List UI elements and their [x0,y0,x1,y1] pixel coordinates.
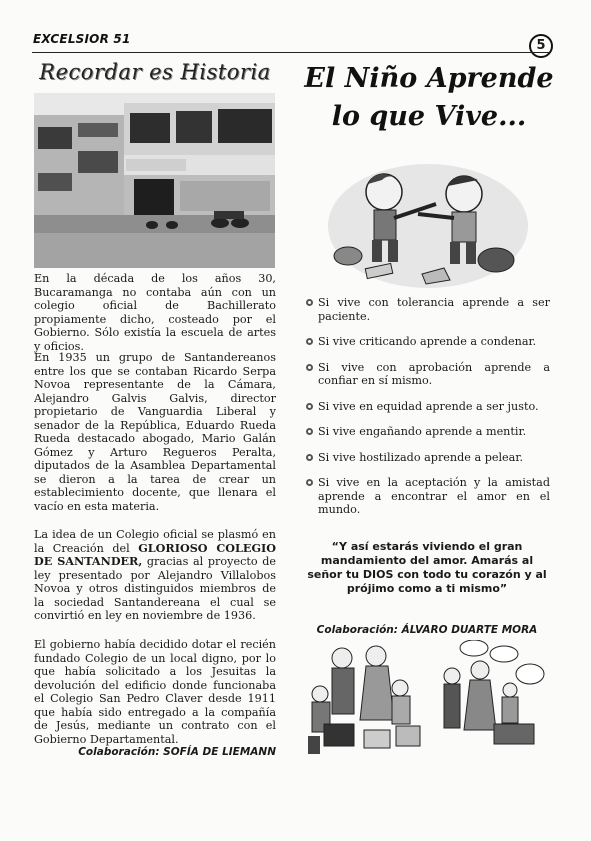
bullet-text: Si vive con aprobación aprende a confiar en sí mismo. [318,360,550,387]
bullet-icon [306,479,313,486]
page-number: 5 [529,34,553,58]
header-rule [32,52,550,53]
bullet-icon [306,299,313,306]
right-title-line-1: El Niño Aprende [304,63,554,94]
bullet-text: Si vive engañando aprende a mentir. [318,425,527,438]
bullet-text: Si vive en la aceptación y la amistad aprende a encontrar el amor en el mundo. [318,476,550,516]
bullet-text: Si vive con tolerancia aprende a ser paciente. [318,296,550,323]
bullet-text: Si vive hostilizado aprende a pelear. [318,450,524,464]
paragraph-1: En la década de los años 30, Bucaramanga no contaba aún con un colegio oficial de Bachillerato propiamente dicho, costeado por el Gobierno. Sólo existía la escuela de artes y oficios. [34,272,276,353]
paragraph-3 [34,528,276,623]
bullet-text: Si vive en equidad aprende a ser justo. [318,399,539,413]
bullet-icon [306,338,313,345]
publication-name: EXCELSIOR 51 [33,32,131,46]
left-credit: Colaboración: SOFÍA DE LIEMANN [78,746,276,758]
bullet-item [304,451,550,465]
bullet-item [304,476,550,517]
bullet-item [304,296,550,323]
bullet-icon [306,454,313,461]
school-name: GLORIOSO COLEGIO DE SANTANDER, [34,540,276,568]
bullet-item [304,361,550,388]
bullet-icon [306,364,313,371]
right-title-line-2: lo que Vive... [331,101,527,132]
bullet-item [304,425,550,439]
bullet-text: Si vive criticando aprende a condenar. [318,335,537,348]
bullet-icon [306,403,313,410]
bullet-item [304,335,550,349]
right-article-title [300,60,558,136]
bullet-list [304,296,550,517]
bullet-item [304,400,550,414]
family-illustration [304,640,550,758]
closing-quote: “Y así estarás viviendo el gran mandamiento del amor. Amarás al señor tu DIOS con todo tu corazón y al prójimo como a ti mismo” [307,540,547,595]
children-fighting-illustration [326,156,530,290]
right-credit: Colaboración: ÁLVARO DUARTE MORA [316,624,538,636]
left-article-title: Recordar es Historia [39,60,271,84]
paragraph-3-rest: gracias al proyecto de ley presentado por Alejandro Villalobos Novoa y otros distinguidos miembros de la sociedad Santandereana el cual se convirtió en ley en noviembre de 1936. [34,555,276,622]
paragraph-2: En 1935 un grupo de Santandereanos entre los que se contaban Ricardo Serpa Novoa representante de la Cámara, Alejandro Galvis Galvis, director propietario de Vanguardia Liberal y senador de la República, Eduardo Rueda Rueda destacado abogado, Mario Galán Gómez y Arturo Regueros Peralta, diputados de la Asamblea Departamental se dieron a la tarea de crear un establecimiento docente, que llenara el vacío en esta materia. [34,351,276,513]
paragraph-4: El gobierno había decidido dotar el recién fundado Colegio de un local digno, por lo que había solicitado a los Jesuitas la devolución del edificio donde funcionaba el Colegio San Pedro Claver desde 1911 que había sido entregado a la compañía de Jesús, mediante un contrato con el Gobierno Departamental. [34,638,276,746]
bullet-icon [306,428,313,435]
paragraph-3-intro: La idea de un Colegio oficial se plasmó en la Creación del [34,528,276,555]
school-building-photo [34,93,275,268]
